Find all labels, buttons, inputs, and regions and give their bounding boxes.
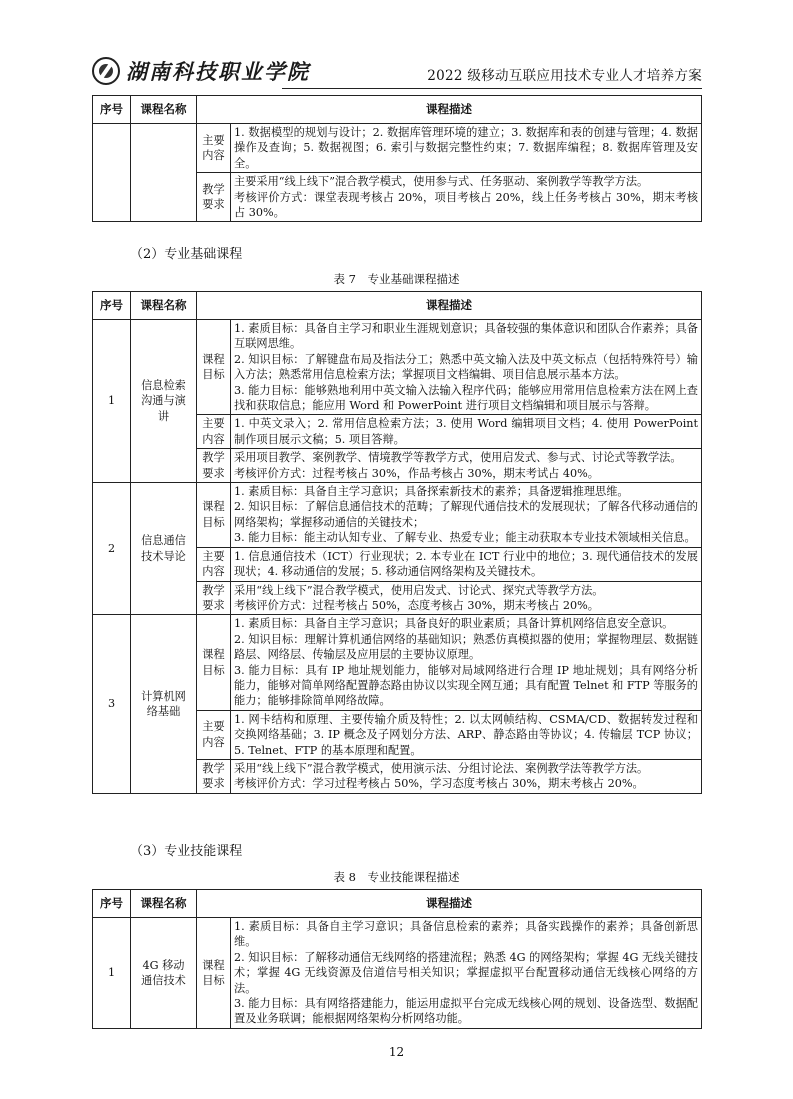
school-seal-icon: [92, 57, 120, 85]
col-name: 课程名称: [131, 96, 197, 124]
row-description: [231, 547, 702, 581]
row-label: 课程目标: [197, 483, 231, 548]
table-caption-7: 表 7 专业基础课程描述: [333, 272, 460, 286]
row-description: [231, 173, 702, 222]
description-line: 考核评价方式：课堂表现考核占 20%，项目考核占 20%，线上任务考核占 30%，期末考核占 30%。: [234, 190, 698, 220]
row-description: [231, 415, 702, 449]
row-description: [231, 124, 702, 173]
course-number: 2: [93, 483, 131, 615]
course-name-cell: [131, 124, 197, 222]
description-line: 考核评价方式：过程考核占 30%，作品考核占 30%，期末考试占 40%。: [234, 466, 599, 480]
course-row: [93, 320, 702, 415]
row-label: 主要内容: [197, 124, 231, 173]
course-row: [93, 483, 702, 548]
row-label: 课程目标: [197, 615, 231, 710]
row-description: [231, 581, 702, 615]
description-line: 2. 知识目标：了解移动通信无线网络的搭建流程；熟悉 4G 的网络架构；掌握 4G 无线关键技术；掌握 4G 无线资源及信道信号相关知识；掌握虚拟平台配置移动通信无线核心网络的方法。: [234, 950, 698, 995]
col-num: 序号: [93, 890, 131, 918]
description-line: 1. 信息通信技术（ICT）行业现状；2. 本专业在 ICT 行业中的地位；3. 现代通信技术的发展现状；4. 移动通信的发展；5. 移动通信网络架构及关键技术。: [234, 549, 698, 579]
row-label: 教学要求: [197, 449, 231, 483]
description-line: 1. 素质目标：具备自主学习意识；具备信息检索的素养；具备实践操作的素养；具备创新思维。: [234, 920, 698, 949]
col-num: 序号: [93, 292, 131, 320]
course-name: 计算机网络基础: [131, 615, 197, 793]
table-basic-courses: [92, 291, 702, 794]
row-description: [231, 710, 702, 759]
table-header-row: [93, 890, 702, 918]
row-label: 课程目标: [197, 320, 231, 415]
description-line: 采用“线上线下”混合教学模式，使用演示法、分组讨论法、案例教学法等教学方法。: [234, 761, 649, 775]
page-header: [92, 56, 702, 92]
description-line: 考核评价方式：过程考核占 50%，态度考核占 30%，期末考核占 20%。: [234, 598, 599, 612]
row-label: 课程目标: [197, 918, 231, 1029]
course-number-cell: [93, 124, 131, 222]
course-row: [93, 918, 702, 1029]
description-line: 1. 素质目标：具备自主学习和职业生涯规划意识；具备较强的集体意识和团队合作素养；具备互联网思维。: [234, 322, 698, 351]
description-line: 主要采用“线上线下”混合教学模式，使用参与式、任务驱动、案例教学等教学方法。: [234, 175, 649, 189]
course-name: 信息通信技术导论: [131, 483, 197, 615]
course-number: 1: [93, 320, 131, 483]
col-name: 课程名称: [131, 292, 197, 320]
row-description: [231, 918, 702, 1029]
table-skill-courses: [92, 889, 702, 1029]
row-label: 教学要求: [197, 581, 231, 615]
section-heading-skill: （3）专业技能课程: [130, 844, 243, 859]
table-header-row: [93, 292, 702, 320]
row-description: [231, 759, 702, 793]
header-rule: [282, 88, 702, 89]
description-line: 采用项目教学、案例教学、情境教学等教学方式，使用启发式、参与式、讨论式等教学法。: [234, 451, 682, 465]
table-caption-8: 表 8 专业技能课程描述: [333, 870, 460, 884]
description-line: 2. 知识目标：理解计算机通信网络的基础知识；熟悉仿真模拟器的使用；掌握物理层、数据链路层、网络层、传输层及应用层的主要协议原理。: [234, 632, 698, 662]
description-line: 3. 能力目标：能够熟地利用中英文输入法输入程序代码；能够应用常用信息检索方法在网上查找和获取信息；能应用 Word 和 PowerPoint 进行项目文档编辑和项目展示与答辩。: [234, 383, 698, 413]
course-row: [93, 124, 702, 173]
description-line: 2. 知识目标：了解信息通信技术的范畴；了解现代通信技术的发展现状；了解各代移动通信的网络架构；掌握移动通信的关键技术；: [234, 500, 698, 529]
row-description: [231, 320, 702, 415]
description-line: 1. 网卡结构和原理、主要传输介质及特性；2. 以太网帧结构、CSMA/CD、数据转发过程和交换网络基础；3. IP 概念及子网划分方法、ARP、静态路由等协议；4. 传输层 TCP 协议；5. Telnet、FTP 的基本原理和配置。: [234, 712, 698, 757]
description-line: 2. 知识目标：了解键盘布局及指法分工；熟悉中英文输入法及中英文标点（包括特殊符号）输入方法；熟悉常用信息检索方法；掌握项目文档编辑、项目信息展示基本方法。: [234, 352, 698, 382]
row-label: 教学要求: [197, 173, 231, 222]
col-desc: 课程描述: [197, 292, 702, 320]
row-description: [231, 483, 702, 548]
row-description: [231, 615, 702, 710]
course-number: 3: [93, 615, 131, 793]
row-description: [231, 449, 702, 483]
col-name: 课程名称: [131, 890, 197, 918]
description-line: 1. 数据模型的规划与设计；2. 数据库管理环境的建立；3. 数据库和表的创建与管理；4. 数据操作及查询；5. 数据视图；6. 索引与数据完整性约束；7. 数据库编程；8. 数据库管理及安全。: [234, 126, 698, 170]
description-line: 1. 素质目标：具备自主学习意识；具备良好的职业素质；具备计算机网络信息安全意识。: [234, 617, 674, 631]
school-logo: [92, 56, 310, 86]
course-row: [93, 615, 702, 710]
description-line: 1. 中英文录入；2. 常用信息检索方法；3. 使用 Word 编辑项目文档；4. 使用 PowerPoint 制作项目展示文稿；5. 项目答辩。: [234, 417, 698, 446]
description-line: 考核评价方式：学习过程考核占 50%，学习态度考核占 30%，期末考核占 20%。: [234, 777, 644, 791]
school-name: 湖南科技职业学院: [126, 59, 310, 84]
document-title: 2022 级移动互联应用技术专业人才培养方案: [427, 68, 702, 84]
col-num: 序号: [93, 96, 131, 124]
row-label: 主要内容: [197, 710, 231, 759]
course-number: 1: [93, 918, 131, 1029]
description-line: 1. 素质目标：具备自主学习意识；具备探索新技术的素养；具备逻辑推理思维。: [234, 485, 629, 499]
col-desc: 课程描述: [197, 96, 702, 124]
table-header-row: [93, 96, 702, 124]
course-name: 4G 移动通信技术: [131, 918, 197, 1029]
page-number: 12: [388, 1045, 405, 1059]
description-line: 采用“线上线下”混合教学模式，使用启发式、讨论式、探究式等教学方法。: [234, 583, 604, 597]
section-heading-basic: （2）专业基础课程: [130, 247, 243, 262]
row-label: 主要内容: [197, 547, 231, 581]
description-line: 3. 能力目标：具有 IP 地址规划能力，能够对局域网络进行合理 IP 地址规划；具有网络分析能力，能够对简单网络配置静态路由协议以实现全网互通；具有配置 Telnet 和 FTP 等服务的能力；能够排除简单网络故障。: [234, 663, 698, 708]
course-name: 信息检索沟通与演讲: [131, 320, 197, 483]
course-table-continued: [92, 95, 702, 222]
col-desc: 课程描述: [197, 890, 702, 918]
row-label: 教学要求: [197, 759, 231, 793]
row-label: 主要内容: [197, 415, 231, 449]
description-line: 3. 能力目标：能主动认知专业、了解专业、热爱专业；能主动获取本专业技术领域相关信息。: [234, 531, 696, 545]
description-line: 3. 能力目标：具有网络搭建能力，能运用虚拟平台完成无线核心网的规划、设备选型、数据配置及业务联调；能根据网络架构分析网络功能。: [234, 997, 698, 1026]
